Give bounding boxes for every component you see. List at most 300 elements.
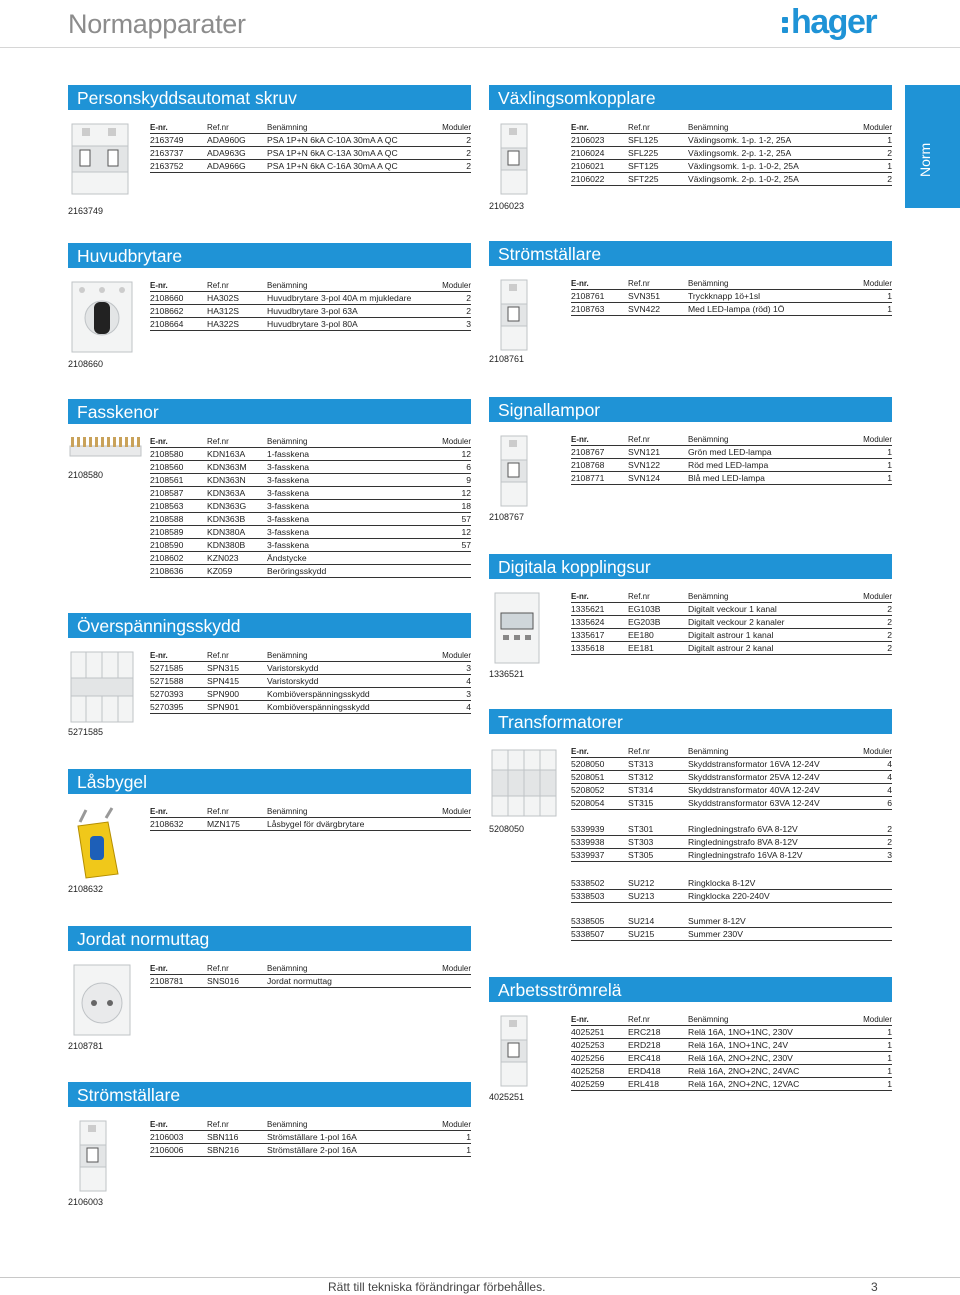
benamning-cell: Ringledningstrafo 16VA 8-12V: [688, 850, 803, 860]
moduler-cell: 1: [887, 1079, 892, 1089]
product-image-caption: 4025251: [489, 1092, 525, 1102]
column-header: E-nr.: [571, 747, 589, 756]
column-header: Benämning: [688, 1015, 729, 1024]
table-row: [150, 160, 471, 173]
moduler-cell: 57: [461, 514, 471, 524]
product-image-caption: 2108632: [68, 884, 104, 894]
section-stromstallare-2: [68, 1082, 471, 1212]
benamning-cell: 3-fasskena: [267, 488, 310, 498]
table-row: [571, 784, 892, 797]
column-header: Moduler: [442, 807, 471, 816]
e-nr-cell: 2108771: [571, 473, 605, 483]
table-row: [571, 472, 892, 485]
column-header: Ref.nr: [207, 964, 229, 973]
table-header: [571, 278, 892, 290]
section-arbetsstromrela: [489, 977, 892, 1107]
benamning-cell: Jordat normuttag: [267, 976, 332, 986]
ref-nr-cell: MZN175: [207, 819, 240, 829]
benamning-cell: Varistorskydd: [267, 663, 319, 673]
table-row: [150, 552, 471, 565]
section-huvudbrytare: [68, 243, 471, 373]
e-nr-cell: 5208050: [571, 759, 605, 769]
column-header: E-nr.: [150, 651, 168, 660]
table-row: [150, 461, 471, 474]
top-divider: [0, 47, 960, 48]
column-header: Benämning: [688, 747, 729, 756]
table-row: [150, 147, 471, 160]
e-nr-cell: 2108636: [150, 566, 184, 576]
section-heading: Signallampor: [489, 397, 892, 422]
e-nr-cell: 5339939: [571, 824, 605, 834]
table-row: [571, 915, 892, 928]
column-header: Benämning: [688, 592, 729, 601]
column-header: Moduler: [442, 964, 471, 973]
product-image: [489, 589, 564, 664]
benamning-cell: 3-fasskena: [267, 514, 310, 524]
ref-nr-cell: SFT125: [628, 161, 659, 171]
moduler-cell: 1: [466, 1132, 471, 1142]
ref-nr-cell: KDN380B: [207, 540, 246, 550]
product-image-caption: 2108660: [68, 359, 104, 369]
section-fasskenor: [68, 399, 471, 584]
column-header: Ref.nr: [628, 592, 650, 601]
product-table: [571, 434, 892, 485]
benamning-cell: Kombiöverspänningsskydd: [267, 702, 370, 712]
column-header: Benämning: [267, 964, 308, 973]
ref-nr-cell: SFT225: [628, 174, 659, 184]
moduler-cell: 2: [887, 643, 892, 653]
table-row: [571, 603, 892, 616]
footer-divider: [0, 1277, 960, 1278]
e-nr-cell: 4025253: [571, 1040, 605, 1050]
e-nr-cell: 2108590: [150, 540, 184, 550]
e-nr-cell: 5339937: [571, 850, 605, 860]
ref-nr-cell: ERD418: [628, 1066, 661, 1076]
section-personskydd: [68, 85, 471, 216]
table-row: [571, 877, 892, 890]
ref-nr-cell: KDN363M: [207, 462, 247, 472]
ref-nr-cell: SNS016: [207, 976, 240, 986]
benamning-cell: Digitalt veckour 2 kanaler: [688, 617, 785, 627]
moduler-cell: 57: [461, 540, 471, 550]
moduler-cell: 2: [887, 604, 892, 614]
moduler-cell: 3: [887, 850, 892, 860]
norm-tab[interactable]: [905, 85, 960, 208]
page-title: Normapparater: [68, 9, 246, 39]
column-header: Benämning: [688, 435, 729, 444]
table-row: [571, 147, 892, 160]
table-row: [571, 290, 892, 303]
product-image: [68, 804, 143, 879]
table-row: [571, 173, 892, 186]
moduler-cell: 4: [887, 772, 892, 782]
table-row: [571, 928, 892, 941]
ref-nr-cell: ADA960G: [207, 135, 246, 145]
moduler-cell: 2: [887, 617, 892, 627]
ref-nr-cell: ST303: [628, 837, 654, 847]
ref-nr-cell: SU213: [628, 891, 655, 901]
column-header: E-nr.: [571, 279, 589, 288]
ref-nr-cell: EE180: [628, 630, 654, 640]
section-stromstallare-1: [489, 241, 892, 371]
ref-nr-cell: SPN900: [207, 689, 240, 699]
table-row: [150, 318, 471, 331]
table-row: [571, 446, 892, 459]
benamning-cell: Röd med LED-lampa: [688, 460, 769, 470]
e-nr-cell: 5338507: [571, 929, 605, 939]
e-nr-cell: 5208054: [571, 798, 605, 808]
table-row: [150, 474, 471, 487]
column-header: E-nr.: [150, 807, 168, 816]
e-nr-cell: 2163752: [150, 161, 184, 171]
moduler-cell: 2: [887, 837, 892, 847]
benamning-cell: PSA 1P+N 6kA C-16A 30mA A QC: [267, 161, 398, 171]
benamning-cell: Relä 16A, 2NO+2NC, 24VAC: [688, 1066, 800, 1076]
e-nr-cell: 2106003: [150, 1132, 184, 1142]
column-header: Moduler: [863, 592, 892, 601]
column-header: E-nr.: [150, 437, 168, 446]
ref-nr-cell: SU212: [628, 878, 655, 888]
benamning-cell: Kombiöverspänningsskydd: [267, 689, 370, 699]
e-nr-cell: 1335617: [571, 630, 605, 640]
product-image: [68, 278, 143, 353]
ref-nr-cell: SU215: [628, 929, 655, 939]
section-heading: Huvudbrytare: [68, 243, 471, 268]
column-header: Moduler: [442, 1120, 471, 1129]
column-header: Moduler: [863, 1015, 892, 1024]
table-row: [571, 303, 892, 316]
e-nr-cell: 1335618: [571, 643, 605, 653]
section-heading: Arbetsströmrelä: [489, 977, 892, 1002]
ref-nr-cell: ADA963G: [207, 148, 246, 158]
product-table: [571, 278, 892, 316]
section-heading: Jordat normuttag: [68, 926, 471, 951]
table-row: [150, 487, 471, 500]
section-heading: Digitala kopplingsur: [489, 554, 892, 579]
product-table: [150, 650, 471, 714]
e-nr-cell: 5270395: [150, 702, 184, 712]
column-header: Ref.nr: [207, 807, 229, 816]
moduler-cell: 2: [466, 135, 471, 145]
e-nr-cell: 2106022: [571, 174, 605, 184]
moduler-cell: 1: [887, 1040, 892, 1050]
e-nr-cell: 5338502: [571, 878, 605, 888]
benamning-cell: Med LED-lampa (röd) 1Ö: [688, 304, 785, 314]
column-header: E-nr.: [571, 123, 589, 132]
product-table: [571, 823, 892, 862]
e-nr-cell: 1335621: [571, 604, 605, 614]
ref-nr-cell: ST301: [628, 824, 654, 834]
product-image: [68, 961, 143, 1036]
section-lasbygel: [68, 769, 471, 899]
benamning-cell: Relä 16A, 2NO+2NC, 230V: [688, 1053, 793, 1063]
table-row: [150, 662, 471, 675]
column-header: Ref.nr: [628, 279, 650, 288]
column-header: Benämning: [267, 437, 308, 446]
column-header: Moduler: [442, 651, 471, 660]
table-row: [571, 1052, 892, 1065]
product-image-caption: 2163749: [68, 206, 104, 216]
ref-nr-cell: SVN122: [628, 460, 661, 470]
table-row: [150, 526, 471, 539]
table-header: [150, 806, 471, 818]
section-heading: Strömställare: [68, 1082, 471, 1107]
product-table: [571, 915, 892, 941]
benamning-cell: 3-fasskena: [267, 501, 310, 511]
moduler-cell: 2: [466, 161, 471, 171]
e-nr-cell: 5208051: [571, 772, 605, 782]
moduler-cell: 6: [887, 798, 892, 808]
product-image-caption: 2106023: [489, 201, 525, 211]
section-overspanningsskydd: [68, 613, 471, 743]
column-header: E-nr.: [571, 1015, 589, 1024]
e-nr-cell: 2106023: [571, 135, 605, 145]
ref-nr-cell: HA302S: [207, 293, 240, 303]
table-row: [150, 448, 471, 461]
e-nr-cell: 2108763: [571, 304, 605, 314]
ref-nr-cell: EG103B: [628, 604, 661, 614]
e-nr-cell: 2163737: [150, 148, 184, 158]
benamning-cell: Varistorskydd: [267, 676, 319, 686]
benamning-cell: Huvudbrytare 3-pol 40A m mjukledare: [267, 293, 412, 303]
table-row: [150, 1144, 471, 1157]
product-table: [571, 746, 892, 810]
benamning-cell: Digitalt veckour 1 kanal: [688, 604, 777, 614]
column-header: Benämning: [688, 123, 729, 132]
ref-nr-cell: KDN163A: [207, 449, 246, 459]
benamning-cell: Tryckknapp 1ö+1sl: [688, 291, 761, 301]
table-header: [150, 650, 471, 662]
column-header: Ref.nr: [628, 747, 650, 756]
moduler-cell: 1: [887, 1053, 892, 1063]
product-image-caption: 2106003: [68, 1197, 104, 1207]
moduler-cell: 3: [466, 319, 471, 329]
column-header: Benämning: [267, 123, 308, 132]
ref-nr-cell: SBN216: [207, 1145, 240, 1155]
moduler-cell: 1: [887, 447, 892, 457]
section-vaxlingsomkopplare: [489, 85, 892, 210]
benamning-cell: Ringklocka 8-12V: [688, 878, 756, 888]
moduler-cell: 4: [887, 759, 892, 769]
product-table: [150, 963, 471, 988]
product-image: [68, 120, 143, 195]
column-header: Ref.nr: [207, 123, 229, 132]
table-row: [571, 459, 892, 472]
moduler-cell: 9: [466, 475, 471, 485]
ref-nr-cell: ERL418: [628, 1079, 660, 1089]
e-nr-cell: 2108587: [150, 488, 184, 498]
table-header: [571, 1014, 892, 1026]
moduler-cell: 1: [887, 473, 892, 483]
ref-nr-cell: KZ059: [207, 566, 233, 576]
benamning-cell: Växlingsomk. 1-p. 1-2, 25A: [688, 135, 792, 145]
hager-logo: [780, 4, 885, 44]
product-image: [68, 1117, 143, 1192]
column-header: Ref.nr: [628, 1015, 650, 1024]
e-nr-cell: 4025251: [571, 1027, 605, 1037]
benamning-cell: Skyddstransformator 25VA 12-24V: [688, 772, 820, 782]
column-header: Moduler: [863, 279, 892, 288]
ref-nr-cell: SFL225: [628, 148, 659, 158]
product-image: [489, 120, 564, 195]
column-header: Benämning: [267, 281, 308, 290]
column-header: E-nr.: [150, 281, 168, 290]
e-nr-cell: 5271585: [150, 663, 184, 673]
moduler-cell: 6: [466, 462, 471, 472]
ref-nr-cell: KZN023: [207, 553, 239, 563]
ref-nr-cell: KDN380A: [207, 527, 246, 537]
column-header: Benämning: [267, 1120, 308, 1129]
benamning-cell: Relä 16A, 1NO+1NC, 230V: [688, 1027, 793, 1037]
benamning-cell: Digitalt astrour 1 kanal: [688, 630, 774, 640]
column-header: Benämning: [267, 651, 308, 660]
table-header: [571, 746, 892, 758]
moduler-cell: 4: [887, 785, 892, 795]
norm-tab-label: Norm: [917, 142, 933, 177]
ref-nr-cell: SVN124: [628, 473, 661, 483]
benamning-cell: Blå med LED-lampa: [688, 473, 765, 483]
e-nr-cell: 2108602: [150, 553, 184, 563]
e-nr-cell: 2108781: [150, 976, 184, 986]
column-header: Moduler: [863, 123, 892, 132]
moduler-cell: 1: [887, 161, 892, 171]
table-row: [150, 818, 471, 831]
benamning-cell: Skyddstransformator 63VA 12-24V: [688, 798, 820, 808]
benamning-cell: Huvudbrytare 3-pol 80A: [267, 319, 358, 329]
ref-nr-cell: ST313: [628, 759, 654, 769]
ref-nr-cell: EG203B: [628, 617, 661, 627]
product-image-caption: 2108761: [489, 354, 525, 364]
column-header: Ref.nr: [207, 437, 229, 446]
moduler-cell: 18: [461, 501, 471, 511]
ref-nr-cell: SPN315: [207, 663, 240, 673]
product-image-caption: 5271585: [68, 727, 104, 737]
benamning-cell: 3-fasskena: [267, 540, 310, 550]
column-header: E-nr.: [150, 964, 168, 973]
moduler-cell: 1: [887, 291, 892, 301]
product-table: [571, 1014, 892, 1091]
table-row: [571, 758, 892, 771]
page-number: 3: [871, 1280, 878, 1294]
column-header: Moduler: [863, 747, 892, 756]
table-header: [150, 280, 471, 292]
ref-nr-cell: ERC418: [628, 1053, 661, 1063]
table-row: [571, 890, 892, 903]
moduler-cell: 1: [887, 304, 892, 314]
benamning-cell: Summer 8-12V: [688, 916, 746, 926]
table-row: [571, 836, 892, 849]
ref-nr-cell: ST315: [628, 798, 654, 808]
table-row: [150, 675, 471, 688]
table-row: [571, 629, 892, 642]
table-row: [150, 500, 471, 513]
benamning-cell: Summer 230V: [688, 929, 743, 939]
e-nr-cell: 5338505: [571, 916, 605, 926]
moduler-cell: 4: [466, 676, 471, 686]
e-nr-cell: 2108662: [150, 306, 184, 316]
ref-nr-cell: EE181: [628, 643, 654, 653]
ref-nr-cell: SBN116: [207, 1132, 239, 1142]
benamning-cell: Huvudbrytare 3-pol 63A: [267, 306, 358, 316]
section-heading: Strömställare: [489, 241, 892, 266]
e-nr-cell: 2106024: [571, 148, 605, 158]
benamning-cell: PSA 1P+N 6kA C-13A 30mA A QC: [267, 148, 398, 158]
moduler-cell: 12: [461, 488, 471, 498]
benamning-cell: Ändstycke: [267, 553, 307, 563]
product-table: [150, 806, 471, 831]
table-row: [150, 134, 471, 147]
section-heading: Låsbygel: [68, 769, 471, 794]
moduler-cell: 1: [887, 1066, 892, 1076]
ref-nr-cell: HA312S: [207, 306, 240, 316]
ref-nr-cell: SFL125: [628, 135, 659, 145]
ref-nr-cell: ADA966G: [207, 161, 246, 171]
e-nr-cell: 2108563: [150, 501, 184, 511]
column-header: E-nr.: [150, 123, 168, 132]
table-row: [571, 849, 892, 862]
e-nr-cell: 2108560: [150, 462, 184, 472]
product-table: [571, 877, 892, 903]
e-nr-cell: 2108580: [150, 449, 184, 459]
moduler-cell: 2: [466, 148, 471, 158]
ref-nr-cell: KDN363B: [207, 514, 246, 524]
moduler-cell: 3: [466, 689, 471, 699]
column-header: Benämning: [267, 807, 308, 816]
ref-nr-cell: ST305: [628, 850, 654, 860]
benamning-cell: Växlingsomk. 2-p. 1-2, 25A: [688, 148, 792, 158]
table-row: [150, 539, 471, 552]
product-image: [489, 276, 564, 351]
benamning-cell: Ringledningstrafo 6VA 8-12V: [688, 824, 798, 834]
benamning-cell: 1-fasskena: [267, 449, 310, 459]
benamning-cell: Låsbygel för dvärgbrytare: [267, 819, 365, 829]
ref-nr-cell: ERC218: [628, 1027, 661, 1037]
table-header: [150, 436, 471, 448]
benamning-cell: Beröringsskydd: [267, 566, 327, 576]
benamning-cell: Digitalt astrour 2 kanal: [688, 643, 774, 653]
section-signallampor: [489, 397, 892, 527]
moduler-cell: 2: [887, 630, 892, 640]
table-row: [150, 292, 471, 305]
product-image: [489, 1012, 564, 1087]
e-nr-cell: 2108664: [150, 319, 184, 329]
table-row: [150, 513, 471, 526]
table-row: [571, 771, 892, 784]
moduler-cell: 1: [887, 1027, 892, 1037]
column-header: Moduler: [442, 281, 471, 290]
table-row: [571, 160, 892, 173]
benamning-cell: 3-fasskena: [267, 462, 310, 472]
table-row: [571, 1039, 892, 1052]
table-row: [150, 701, 471, 714]
section-jordat-normuttag: [68, 926, 471, 1056]
table-row: [150, 305, 471, 318]
footer-note: Rätt till tekniska förändringar förbehålles.: [328, 1280, 546, 1294]
product-table: [150, 122, 471, 173]
section-heading: Personskyddsautomat skruv: [68, 85, 471, 110]
table-row: [571, 134, 892, 147]
column-header: Benämning: [688, 279, 729, 288]
e-nr-cell: 2163749: [150, 135, 184, 145]
table-row: [571, 797, 892, 810]
moduler-cell: 12: [461, 449, 471, 459]
moduler-cell: 2: [887, 824, 892, 834]
benamning-cell: Strömställare 2-pol 16A: [267, 1145, 357, 1155]
e-nr-cell: 2108588: [150, 514, 184, 524]
e-nr-cell: 2108561: [150, 475, 184, 485]
product-table: [571, 122, 892, 186]
ref-nr-cell: SVN121: [628, 447, 661, 457]
